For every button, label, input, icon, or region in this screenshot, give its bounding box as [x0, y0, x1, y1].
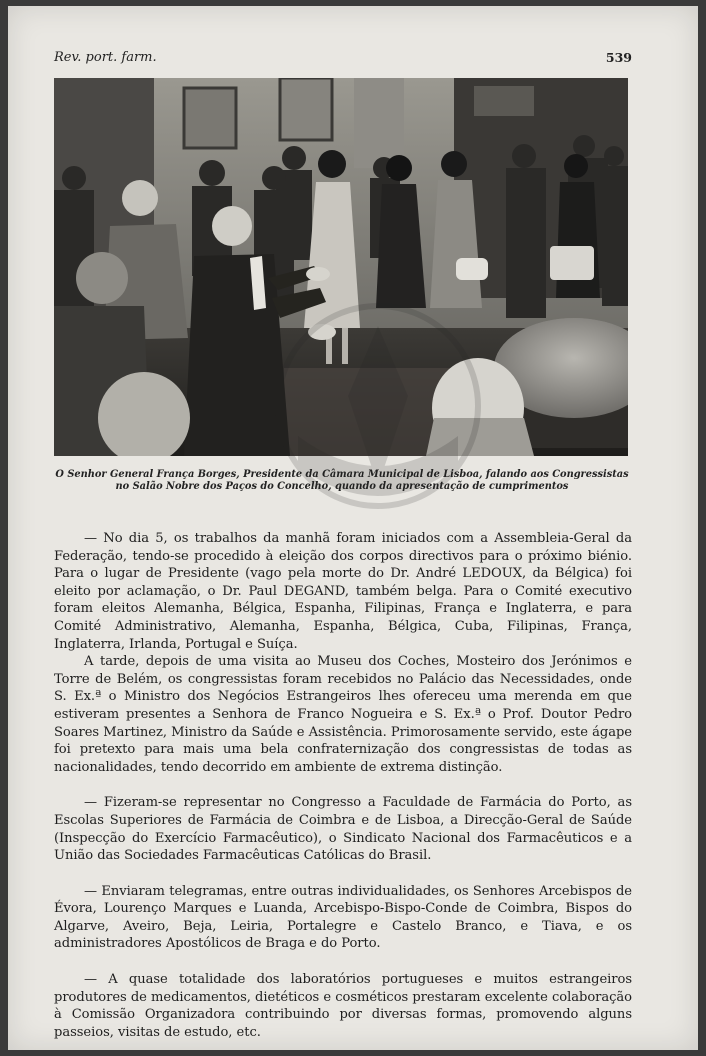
running-header	[54, 50, 632, 72]
paragraph-telegrams: — Enviaram telegramas, entre outras individualidades, os Senhores Arcebispos de Évora, Lourenço Marques e Luanda, Arcebispo-Bispo-Conde de Coimbra, Bispos do Algarve, Aveiro, Beja, Leiria, Portalegre e Castelo Branco, e Tiava, e os administradores Apostólicos de Braga e do Porto.	[54, 883, 632, 952]
photo-caption: O Senhor General França Borges, Presidente da Câmara Municipal de Lisboa, falando aos Congressistas no Salão Nobre dos Paços do Concelho, quando da apresentação de cumprimentos	[55, 469, 629, 492]
page-number: 539	[605, 50, 632, 65]
reception-photo	[54, 78, 628, 456]
document-page	[8, 6, 698, 1050]
photo-illustration	[54, 78, 628, 456]
journal-title: Rev. port. farm.	[54, 50, 157, 65]
paragraph-afternoon-visit: A tarde, depois de uma visita ao Museu dos Coches, Mosteiro dos Jerónimos e Torre de Belém, os congressistas foram recebidos no Palácio das Necessidades, onde S. Ex.ª o Ministro dos Negócios Estrangeiros lhes ofereceu uma merenda em que estiveram presentes a Senhora de Franco Nogueira e S. Ex.ª o Prof. Doutor Pedro Soares Martinez, Ministro da Saúde e Assistência. Primorosamente servido, este ágape foi pretexto para mais uma bela confraternização dos congressistas de todas as nacionalidades, tendo decorrido em ambiente de extrema distinção.	[54, 654, 632, 775]
paragraph-assembly: — No dia 5, os trabalhos da manhã foram iniciados com a Assembleia-Geral da Federação, tendo-se procedido à eleição dos corpos directivos para o próximo biénio. Para o lugar de Presidente (vago pela morte do Dr. André LEDOUX, da Bélgica) foi eleito por aclamação, o Dr. Paul DEGAND, também belga. Para o Comité executivo foram eleitos Alemanha, Bélgica, Espanha, Filipinas, França e Inglaterra, e para Comité Administrativo, Alemanha, Espanha, Bélgica, Cuba, Filipinas, França, Inglaterra, Irlanda, Portugal e Suíça.	[54, 531, 632, 652]
article-body	[54, 530, 632, 1041]
paragraph-laboratories: — A quase totalidade dos laboratórios portugueses e muitos estrangeiros produtores de medicamentos, dietéticos e cosméticos prestaram excelente colaboração à Comissão Organizadora contribuindo por diversas formas, promovendo alguns passeios, visitas de estudo, etc.	[54, 972, 632, 1040]
paragraph-representations: — Fizeram-se representar no Congresso a Faculdade de Farmácia do Porto, as Escolas Superiores de Farmácia de Coimbra e de Lisboa, a Direcção-Geral de Saúde (Inspecção do Exercício Farmacêutico), o Sindicato Nacional dos Farmacêuticos e a União das Sociedades Farmacêuticas Católicas do Brasil.	[54, 795, 632, 864]
